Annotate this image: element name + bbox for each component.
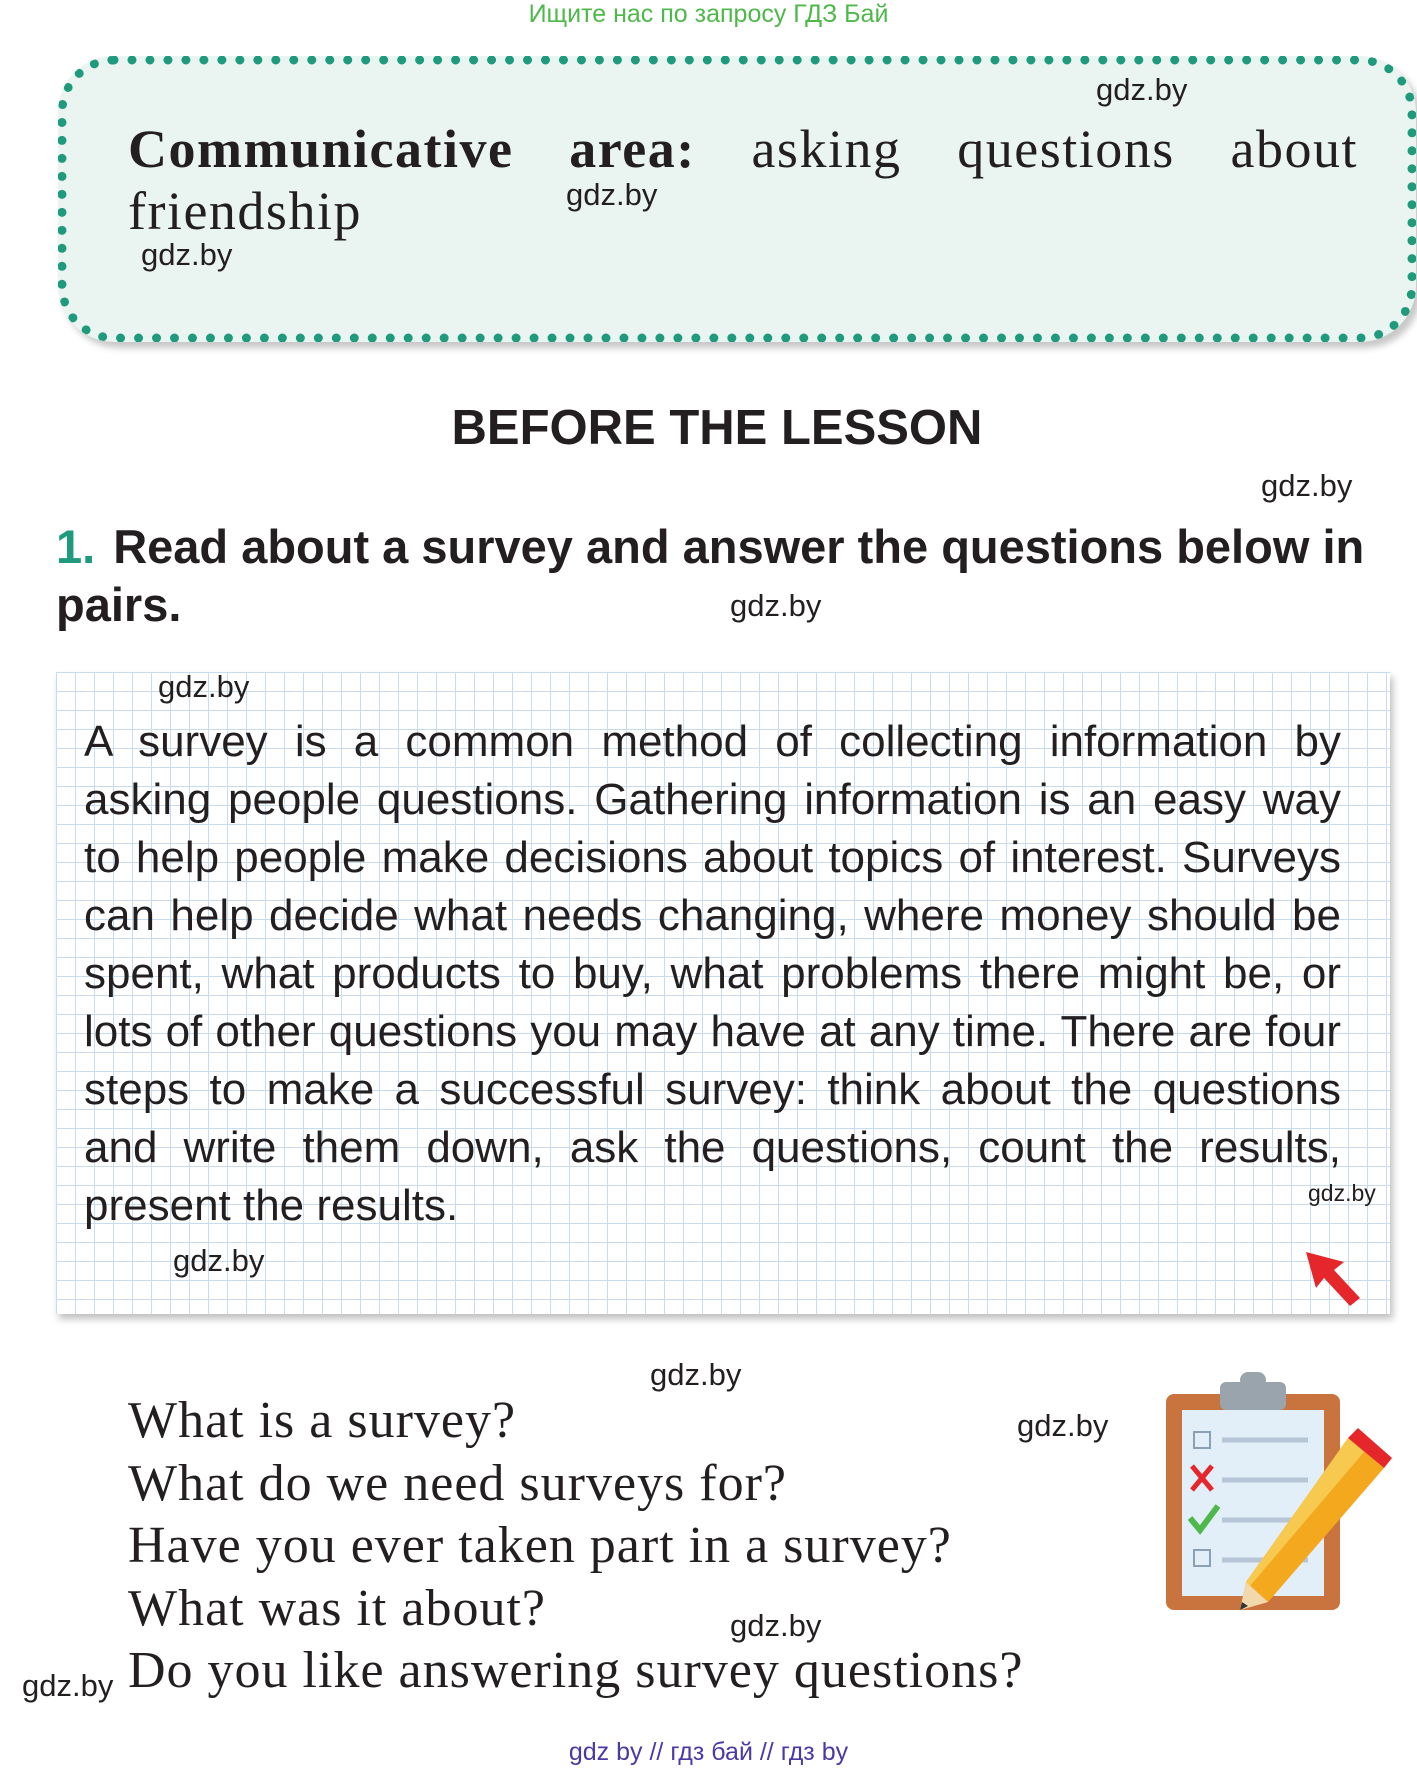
topic-text: asking questions about friendship bbox=[128, 119, 1358, 241]
question-item: What do we need surveys for? bbox=[128, 1454, 787, 1512]
watermark: gdz.by bbox=[730, 1608, 822, 1643]
watermark: gdz.by bbox=[158, 669, 250, 704]
section-title: BEFORE THE LESSON bbox=[451, 401, 983, 455]
task-number: 1. bbox=[56, 520, 96, 573]
survey-text: A survey is a common method of collecting information by asking people questions. Gathering information is an easy way to help people make decisions about topics of interest. Surveys can help decide what needs changing, where money should be spent, what products to buy, what problems there might be, or lots of other questions you may have at any time. There are four steps to make a successful survey: think about the questions and write them down, ask the questions, count the results, present the results. bbox=[84, 717, 1341, 1230]
watermark: gdz.by bbox=[173, 1243, 265, 1278]
arrow-icon bbox=[1302, 1248, 1364, 1310]
topic-heading bbox=[128, 118, 1358, 242]
watermark: gdz.by bbox=[141, 237, 233, 272]
watermark: gdz.by bbox=[1017, 1408, 1109, 1443]
question-item: Do you like answering survey questions? bbox=[128, 1642, 1024, 1699]
watermark: gdz.by bbox=[730, 588, 822, 623]
question-item: What was it about? bbox=[128, 1579, 546, 1637]
search-hint: Ищите нас по запросу ГДЗ Бай bbox=[528, 0, 889, 28]
watermark: gdz.by bbox=[566, 177, 658, 212]
question-item: What is a survey? bbox=[128, 1392, 517, 1449]
footer-links[interactable]: gdz by // гдз бай // гдз by bbox=[568, 1738, 849, 1766]
topic-lead: Communicative area: bbox=[128, 119, 696, 179]
task-text: Read about a survey and answer the questions below in pairs. bbox=[56, 520, 1365, 631]
watermark: gdz.by bbox=[1308, 1180, 1376, 1206]
watermark: gdz.by bbox=[650, 1357, 742, 1392]
clipboard-icon bbox=[1158, 1370, 1398, 1620]
question-item: Have you ever taken part in a survey? bbox=[128, 1517, 952, 1574]
task-instruction bbox=[56, 518, 1376, 634]
watermark: gdz.by bbox=[1261, 468, 1353, 503]
watermark: gdz.by bbox=[1096, 72, 1188, 107]
watermark: gdz.by bbox=[22, 1668, 114, 1703]
